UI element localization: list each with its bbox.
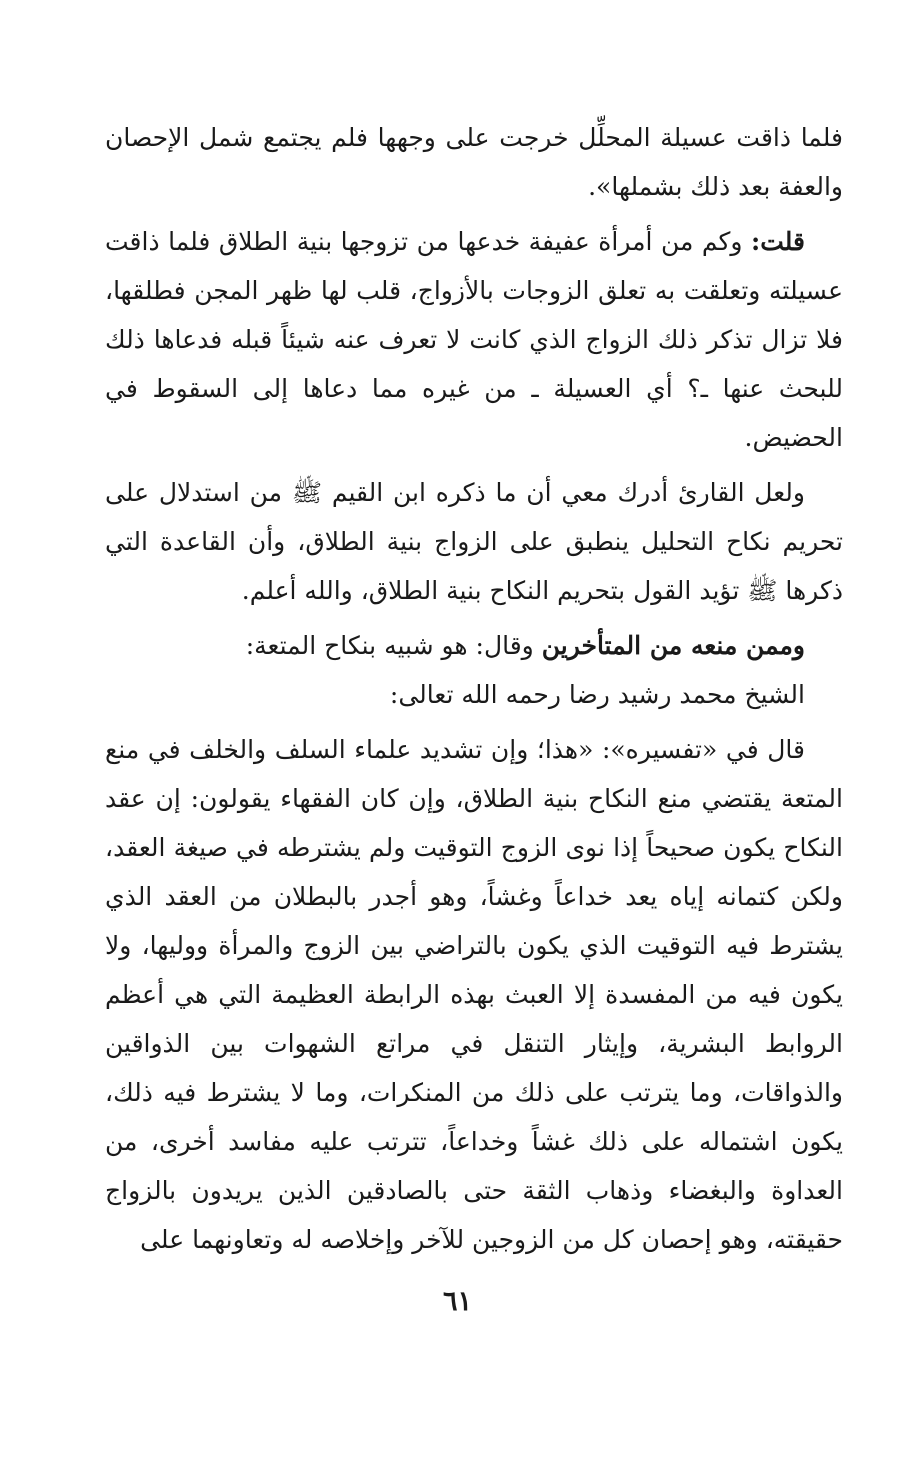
- paragraph-quote-end: فلما ذاقت عسيلة المحلِّل خرجت على وجهها فلم يجتمع شمل الإحصان والعفة بعد ذلك بشملها».: [105, 123, 843, 201]
- paragraph-later-scholars: [105, 621, 843, 670]
- page-body: [105, 113, 843, 1264]
- paragraph-tafsir-quote: قال في «تفسيره»: «هذا؛ وإن تشديد علماء السلف والخلف في منع المتعة يقتضي منع النكاح بنية الطلاق، وإن كان الفقهاء يقولون: إن عقد النكاح يكون صحيحاً إذا نوى الزوج التوقيت ولم يشترطه في صيغة العقد، ولكن كتمانه إياه يعد خداعاً وغشاً، وهو أجدر بالبطلان من العقد الذي يشترط فيه التوقيت الذي يكون بالتراضي بين الزوج والمرأة ووليها، ولا يكون فيه من المفسدة إلا العبث بهذه الرابطة العظيمة التي هي أعظم الروابط البشرية، وإيثار التنقل في مراتع الشهوات بين الذواقين والذواقات، وما يترتب على ذلك من المنكرات، وما لا يشترط فيه ذلك، يكون اشتماله على ذلك غشاً وخداعاً، تترتب عليه مفاسد أخرى، من العداوة والبغضاء وذهاب الثقة حتى بالصادقين الذين يريدون بالزواج حقيقته، وهو إحصان كل من الزوجين للآخر وإخلاصه له وتعاونهما على: [105, 735, 843, 1254]
- paragraph-qultu: [105, 217, 843, 462]
- paragraph-ibn-qayyim: ولعل القارئ أدرك معي أن ما ذكره ابن القيم ﷺ من استدلال على تحريم نكاح التحليل ينطبق على الزواج بنية الطلاق، وأن القاعدة التي ذكرها ﷺ تؤيد القول بتحريم النكاح بنية الطلاق، والله أعلم.: [105, 478, 843, 605]
- qultu-text: وكم من أمرأة عفيفة خدعها من تزوجها بنية الطلاق فلما ذاقت عسيلته وتعلقت به تعلق الزوجات بالأزواج، قلب لها ظهر المجن فطلقها، فلا تزال تذكر ذلك الزواج الذي كانت لا تعرف عنه شيئاً قبله فدعاها ذلك للبحث عنها ـ؟ أي العسيلة ـ من غيره مما دعاها إلى السقوط في الحضيض.: [105, 227, 843, 452]
- later-scholars-label: وممن منعه من المتأخرين: [541, 631, 805, 660]
- later-scholars-text: وقال: هو شبيه بنكاح المتعة:: [245, 631, 542, 660]
- paragraph-rashid-rida: الشيخ محمد رشيد رضا رحمه الله تعالى:: [389, 680, 805, 709]
- page-number: ٦١: [442, 1286, 472, 1317]
- qultu-label: قلت:: [750, 227, 805, 256]
